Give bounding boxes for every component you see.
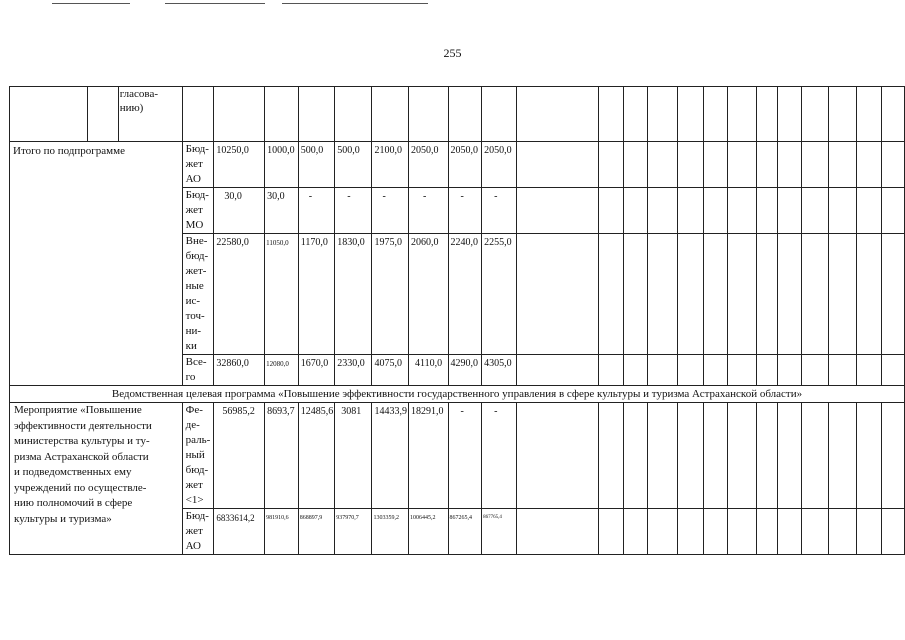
value-cell: 18291,0 — [408, 403, 448, 509]
program-row — [10, 386, 905, 403]
value-cell: 2050,0 — [482, 142, 517, 188]
value-cell: 6833614,2 — [214, 509, 265, 555]
value-cell: 1975,0 — [372, 234, 409, 355]
header-fragment-row — [10, 87, 905, 142]
source-label: Бюд- жет МО — [182, 188, 214, 234]
value-cell: - — [482, 403, 517, 509]
header-fragment: гласова- нию) — [118, 87, 182, 142]
cell-empty — [88, 87, 119, 142]
source-label: Все- го — [182, 355, 214, 386]
value-cell: 4075,0 — [372, 355, 409, 386]
value-cell: 2330,0 — [335, 355, 372, 386]
value-cell: 1670,0 — [298, 355, 335, 386]
value-cell: 500,0 — [298, 142, 335, 188]
top-rule-1 — [52, 3, 130, 4]
value-cell: 2100,0 — [372, 142, 409, 188]
value-cell: 867265,4 — [448, 509, 482, 555]
value-cell: - — [298, 188, 335, 234]
value-cell: 10250,0 — [214, 142, 265, 188]
value-cell: 12485,6 — [298, 403, 335, 509]
value-cell: 56985,2 — [214, 403, 265, 509]
cell-empty — [182, 87, 214, 142]
value-cell: 3081 — [335, 403, 372, 509]
value-cell: 22580,0 — [214, 234, 265, 355]
value-cell: 2240,0 — [448, 234, 482, 355]
value-cell: - — [408, 188, 448, 234]
value-cell: 4110,0 — [408, 355, 448, 386]
value-cell: - — [482, 188, 517, 234]
event-label: Мероприятие «Повышение эффективности деятельности министерства культуры и ту- ризма Астраханской области и подведомственных ему учреждений по осуществле- нию полномочий в сфере культуры и туризма» — [10, 403, 183, 555]
source-label: Бюд- жет АО — [182, 509, 214, 555]
value-cell: 2050,0 — [448, 142, 482, 188]
cell-empty — [10, 87, 88, 142]
value-cell: 11050,0 — [265, 234, 299, 355]
value-cell: 500,0 — [335, 142, 372, 188]
value-cell: - — [448, 188, 482, 234]
value-cell: 1830,0 — [335, 234, 372, 355]
subtotal-label: Итого по подпрограмме — [10, 142, 183, 386]
value-cell: 1170,0 — [298, 234, 335, 355]
value-cell: - — [372, 188, 409, 234]
top-rule-3 — [282, 3, 428, 4]
page-number: 255 — [443, 46, 462, 60]
value-cell: - — [335, 188, 372, 234]
value-cell: 2060,0 — [408, 234, 448, 355]
value-cell: 1006445,2 — [408, 509, 448, 555]
source-label: Бюд- жет АО — [182, 142, 214, 188]
top-rule-2 — [165, 3, 265, 4]
value-cell: 1303359,2 — [372, 509, 409, 555]
value-cell: - — [448, 403, 482, 509]
value-cell: 2255,0 — [482, 234, 517, 355]
value-cell: 12080,0 — [265, 355, 299, 386]
value-cell: 867765,4 — [482, 509, 517, 555]
value-cell: 30,0 — [265, 188, 299, 234]
value-cell: 4305,0 — [482, 355, 517, 386]
source-label: Вне- бюд- жет- ные ис- точ- ни- ки — [182, 234, 214, 355]
value-cell: 868897,9 — [298, 509, 335, 555]
event-row — [10, 403, 905, 509]
subtotal-row — [10, 142, 905, 188]
source-label: Фе- де- раль- ный бюд- жет <1> — [182, 403, 214, 509]
value-cell: 14433,9 — [372, 403, 409, 509]
budget-table — [9, 86, 905, 555]
value-cell: 981910,6 — [265, 509, 299, 555]
program-title: Ведомственная целевая программа «Повышение эффективности государственного управления в сфере культуры и туризма Астраханской области» — [10, 386, 905, 403]
value-cell: 30,0 — [214, 188, 265, 234]
value-cell: 937970,7 — [335, 509, 372, 555]
value-cell: 32860,0 — [214, 355, 265, 386]
value-cell: 8693,7 — [265, 403, 299, 509]
value-cell: 4290,0 — [448, 355, 482, 386]
value-cell: 1000,0 — [265, 142, 299, 188]
value-cell: 2050,0 — [408, 142, 448, 188]
